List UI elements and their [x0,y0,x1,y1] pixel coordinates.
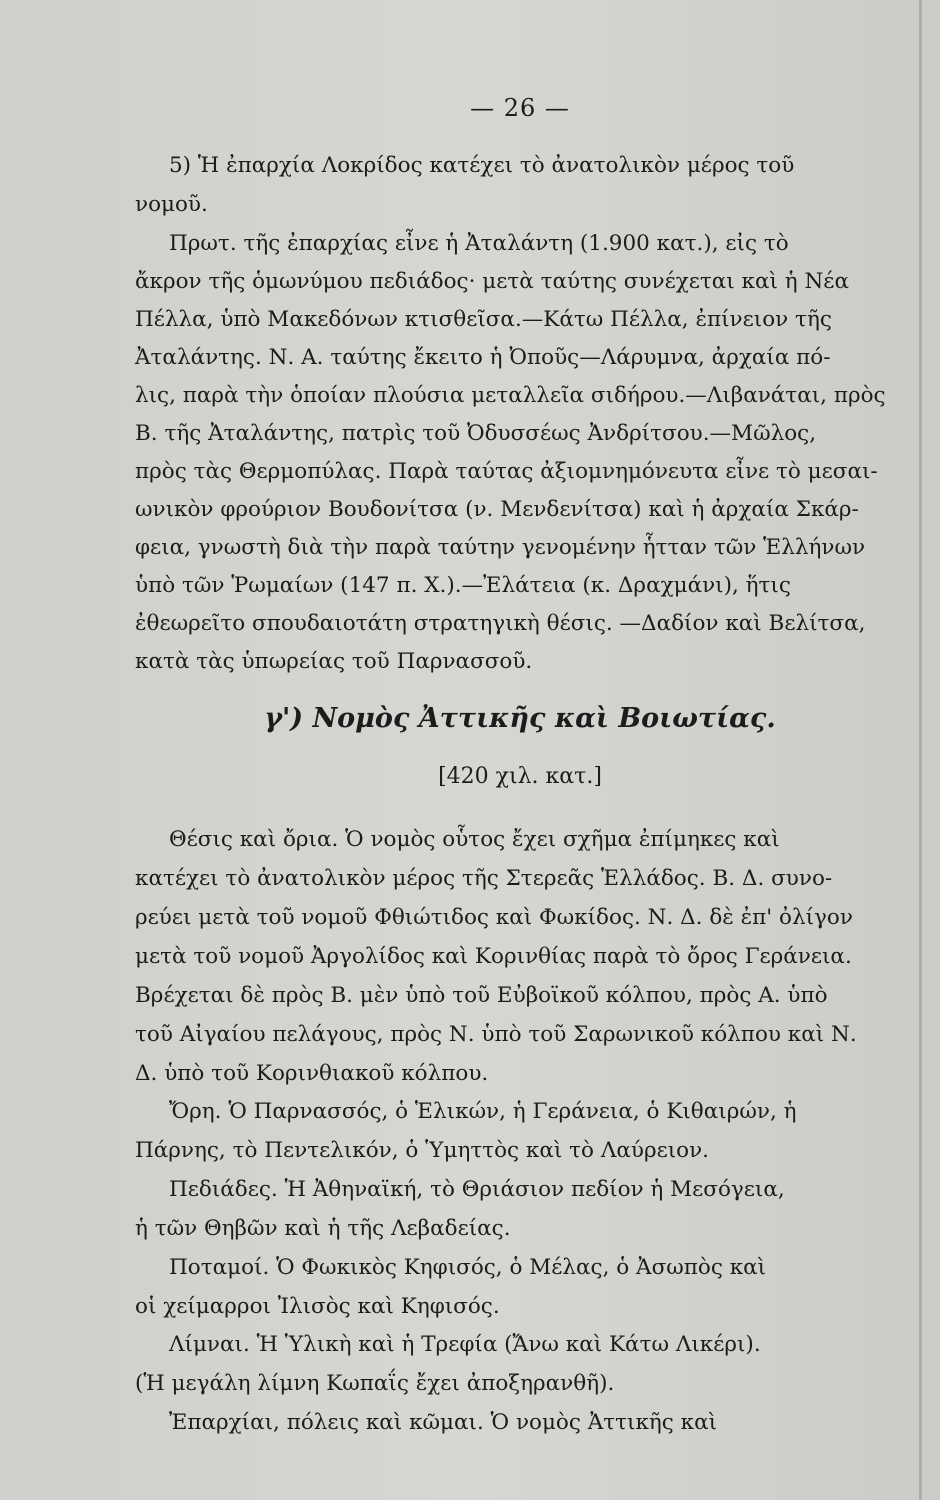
page-number: — 26 — [470,94,570,122]
text-line: Πέλλα, ὑπὸ Μακεδόνων κτισθεῖσα.—Κάτω Πέλλα, ἐπίνειον τῆς [135,307,832,332]
text-line: κατὰ τὰς ὑπωρείας τοῦ Παρνασσοῦ. [135,649,533,674]
text-line: Δ. ὑπὸ τοῦ Κορινθιακοῦ κόλπου. [135,1061,489,1086]
text-line: Β. τῆς Ἀταλάντης, πατρὶς τοῦ Ὀδυσσέως Ἀνδρίτσου.—Μῶλος, [135,421,817,446]
text-line: Πεδιάδες. Ἡ Ἀθηναϊκή, τὸ Θριάσιον πεδίον ἡ Μεσόγεια, [169,1177,785,1202]
text-line: κατέχει τὸ ἀνατολικὸν μέρος τῆς Στερεᾶς Ἑλλάδος. Β. Δ. συνο- [135,866,833,891]
text-line: (Ἡ μεγάλη λίμνη Κωπαΐς ἔχει ἀποξηρανθῆ). [135,1371,615,1396]
text-line: ἡ τῶν Θηβῶν καὶ ἡ τῆς Λεβαδείας. [135,1216,511,1241]
text-line: Ποταμοί. Ὁ Φωκικὸς Κηφισός, ὁ Μέλας, ὁ Ἀσωπὸς καὶ [169,1255,767,1280]
text-line: ρεύει μετὰ τοῦ νομοῦ Φθιώτιδος καὶ Φωκίδος. Ν. Δ. δὲ ἐπ' ὀλίγον [135,905,853,930]
text-line: Θέσις καὶ ὄρια. Ὁ νομὸς οὗτος ἔχει σχῆμα ἐπίμηκες καὶ [169,827,780,852]
text-line: λις, παρὰ τὴν ὁποίαν πλούσια μεταλλεῖα σιδήρου.—Λιβανάται, πρὸς [135,383,886,408]
text-line: νομοῦ. [135,192,208,217]
text-line: οἱ χείμαρροι Ἰλισὸς καὶ Κηφισός. [135,1294,500,1319]
text-line: Πρωτ. τῆς ἐπαρχίας εἶνε ἡ Ἀταλάντη (1.900 κατ.), εἰς τὸ [169,231,789,256]
text-line: τοῦ Αἰγαίου πελάγους, πρὸς Ν. ὑπὸ τοῦ Σαρωνικοῦ κόλπου καὶ Ν. [135,1022,857,1047]
area-note: [420 χιλ. κατ.] [438,764,602,789]
text-line: Βρέχεται δὲ πρὸς Β. μὲν ὑπὸ τοῦ Εὐβοϊκοῦ κόλπου, πρὸς Α. ὑπὸ [135,983,828,1008]
text-line: Ἐπαρχίαι, πόλεις καὶ κῶμαι. Ὁ νομὸς Ἀττικῆς καὶ [169,1410,718,1435]
text-line: ἐθεωρεῖτο σπουδαιοτάτη στρατηγικὴ θέσις. —Δαδίον καὶ Βελίτσα, [135,611,866,636]
text-line: Ἀταλάντης. Ν. Α. ταύτης ἔκειτο ἡ Ὀποῦς—Λάρυμνα, ἀρχαία πό- [135,345,831,370]
text-line: ωνικὸν φρούριον Βουδονίτσα (ν. Μενδενίτσα) καὶ ἡ ἀρχαία Σκάρ- [135,497,859,522]
text-line: Ὄρη. Ὁ Παρνασσός, ὁ Ἑλικών, ἡ Γεράνεια, ὁ Κιθαιρών, ἡ [169,1099,797,1124]
text-line: ἄκρον τῆς ὁμωνύμου πεδιάδος· μετὰ ταύτης συνέχεται καὶ ἡ Νέα [135,269,849,294]
text-line: Πάρνης, τὸ Πεντελικόν, ὁ Ὑμηττὸς καὶ τὸ Λαύρειον. [135,1138,710,1163]
text-line: μετὰ τοῦ νομοῦ Ἀργολίδος καὶ Κορινθίας παρὰ τὸ ὄρος Γεράνεια. [135,944,852,969]
section-heading: γ') Νομὸς Ἀττικῆς καὶ Βοιωτίας. [264,703,776,734]
text-line: Λίμναι. Ἡ Ὑλικὴ καὶ ἡ Τρεφία (Ἄνω καὶ Κάτω Λικέρι). [169,1332,761,1357]
text-line: 5) Ἡ ἐπαρχία Λοκρίδος κατέχει τὸ ἀνατολικὸν μέρος τοῦ [169,153,795,178]
text-line: ὑπὸ τῶν Ῥωμαίων (147 π. Χ.).—Ἐλάτεια (κ. Δραχμάνι), ἥτις [135,573,791,598]
text-line: πρὸς τὰς Θερμοπύλας. Παρὰ ταύτας ἀξιομνημόνευτα εἶνε τὸ μεσαι- [135,459,878,484]
text-line: φεια, γνωστὴ διὰ τὴν παρὰ ταύτην γενομένην ἧτταν τῶν Ἑλλήνων [135,535,866,560]
